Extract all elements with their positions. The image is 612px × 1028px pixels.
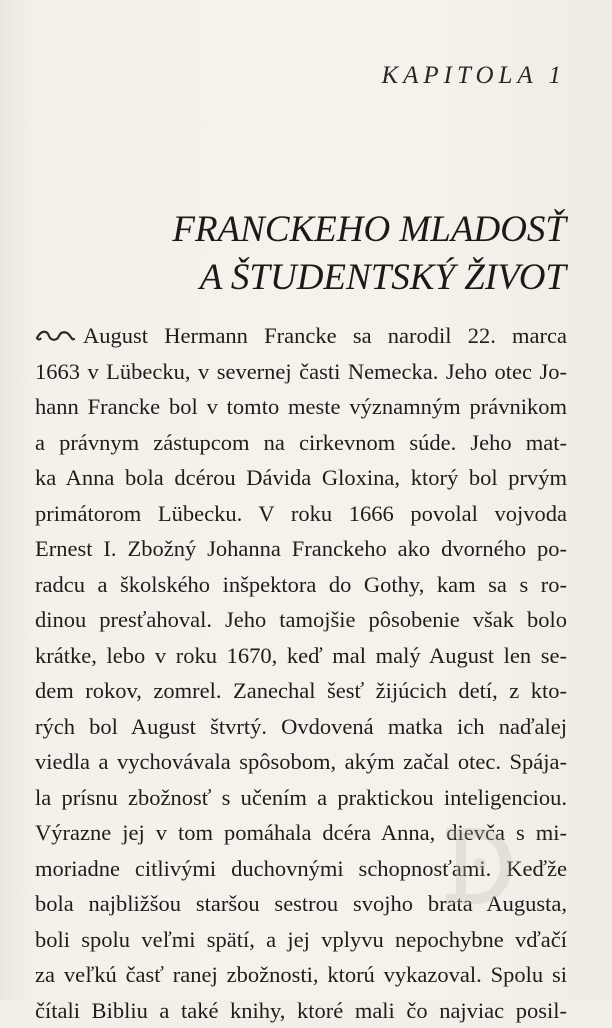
paragraph-line: krátke, lebo v roku 1670, keď mal malý August len se- xyxy=(35,638,567,674)
paragraph-line: radcu a školského inšpektora do Gothy, kam sa s ro- xyxy=(35,567,567,603)
paragraph-line: Výrazne jej v tom pomáhala dcéra Anna, dievča s mi- xyxy=(35,815,567,851)
paragraph-line: 1663 v Lübecku, v severnej časti Nemecka. Jeho otec Jo- xyxy=(35,354,567,390)
paragraph-line: rých bol August štvrtý. Ovdovená matka ich naďalej xyxy=(35,709,567,745)
paragraph-line: boli spolu veľmi spätí, a jej vplyvu nepochybne vďačí xyxy=(35,922,567,958)
chapter-title-line-2: A ŠTUDENTSKÝ ŽIVOT xyxy=(172,254,566,302)
paragraph-line: a právnym zástupcom na cirkevnom súde. Jeho mat- xyxy=(35,425,567,461)
paragraph-line: August Hermann Francke sa narodil 22. marca xyxy=(83,318,567,354)
paragraph-line: bola najbližšou staršou sestrou svojho brata Augusta, xyxy=(35,886,567,922)
paragraph-line: la prísnu zbožnosť s učením a praktickou inteligenciou. xyxy=(35,780,567,816)
decorative-swash-icon xyxy=(35,328,75,344)
paragraph-line: za veľkú časť ranej zbožnosti, ktorú vykazoval. Spolu si xyxy=(35,957,567,993)
chapter-title xyxy=(172,206,566,302)
paragraph-line: primátorom Lübecku. V roku 1666 povolal vojvoda xyxy=(35,496,567,532)
body-paragraph xyxy=(35,318,567,1028)
paragraph-line: ka Anna bola dcérou Dávida Gloxina, ktorý bol prvým xyxy=(35,460,567,496)
chapter-label: KAPITOLA 1 xyxy=(381,62,566,90)
paragraph-line: viedla a vychovávala spôsobom, akým začal otec. Spája- xyxy=(35,744,567,780)
publisher-logo-icon xyxy=(428,820,518,910)
paragraph-line: dem rokov, zomrel. Zanechal šesť žijúcich detí, z kto- xyxy=(35,673,567,709)
paragraph-line: moriadne citlivými duchovnými schopnosťami. Keďže xyxy=(35,851,567,887)
paragraph-line: hann Francke bol v tomto meste významným právnikom xyxy=(35,389,567,425)
chapter-title-line-1: FRANCKEHO MLADOSŤ xyxy=(172,206,566,254)
paragraph-line: čítali Bibliu a také knihy, ktoré mali čo najviac posil- xyxy=(35,993,567,1028)
paragraph-line: Ernest I. Zbožný Johanna Franckeho ako dvorného po- xyxy=(35,531,567,567)
paragraph-line: dinou presťahoval. Jeho tamojšie pôsobenie však bolo xyxy=(35,602,567,638)
first-line-wrap xyxy=(35,318,567,354)
